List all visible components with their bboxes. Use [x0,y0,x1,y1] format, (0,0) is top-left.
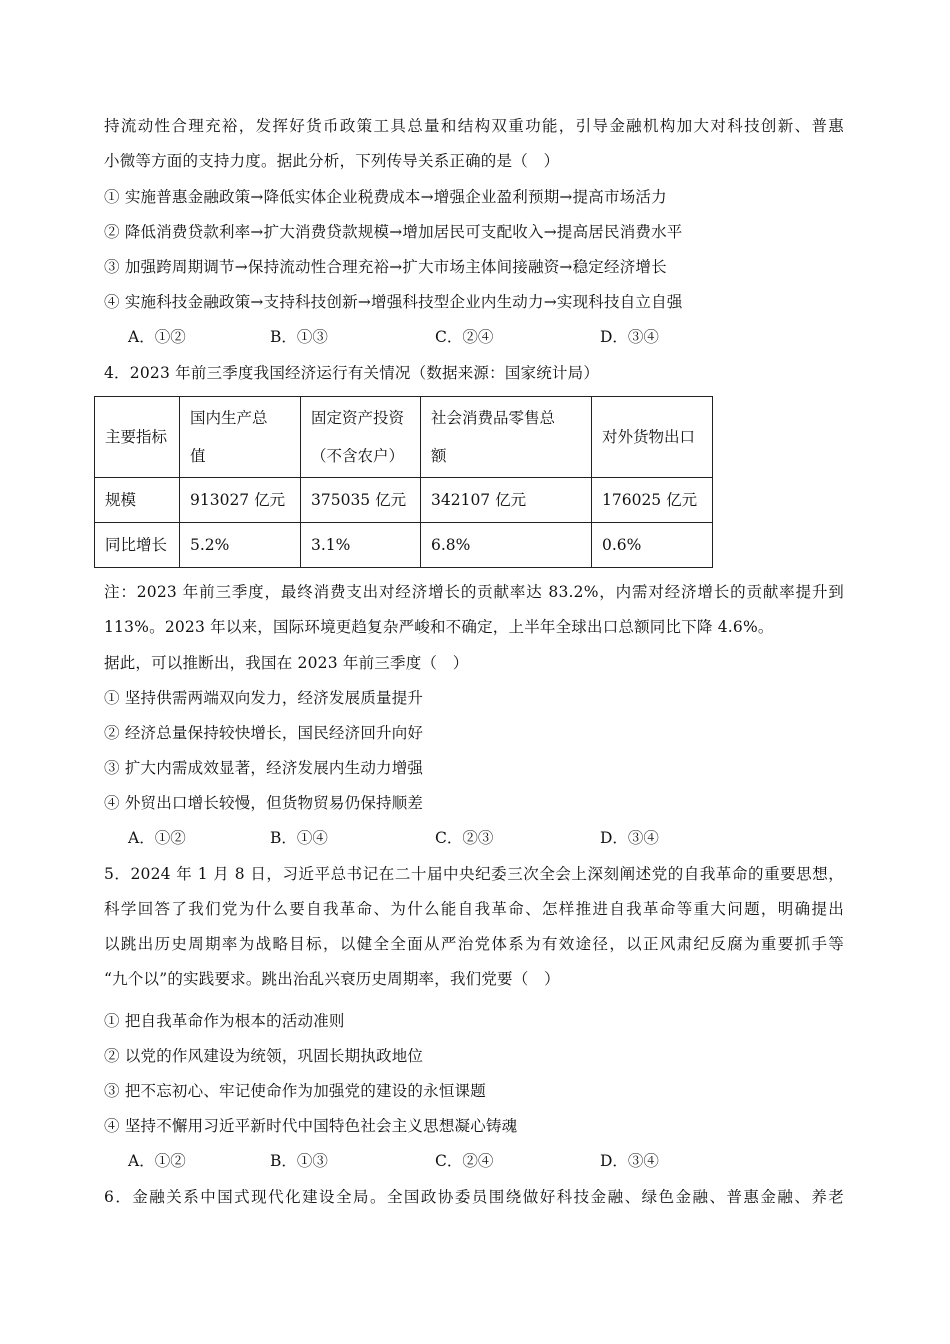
table-cell: 5.2% [180,523,301,568]
q5-stem-line-3: 以跳出历史周期率为战略目标，以健全全面从严治党体系为有效途径，以正风肃纪反腐为重要抓手等 [104,935,844,953]
table-cell: 规模 [95,478,180,523]
q3-stem-line-2: 小微等方面的支持力度。据此分析，下列传导关系正确的是（ ） [104,152,560,170]
q4-item-1: ① 坚持供需两端双向发力，经济发展质量提升 [104,689,424,707]
q4-note-line-2: 113%。2023 年以来，国际环境更趋复杂严峻和不确定，上半年全球出口总额同比下降 4.6%。 [104,618,774,636]
q3-item-3: ③ 加强跨周期调节→保持流动性合理充裕→扩大市场主体间接融资→稳定经济增长 [104,258,667,276]
q5-stem-line-2: 科学回答了我们党为什么要自我革命、为什么能自我革命、怎样推进自我革命等重大问题，明确提出 [104,900,844,918]
q5-option-d[interactable]: D．③④ [600,1152,659,1170]
q5-option-a[interactable]: A．①② [128,1152,186,1170]
q5-option-b[interactable]: B．①③ [270,1152,328,1170]
q4-option-a[interactable]: A．①② [128,829,186,847]
table-header-cell: 固定资产投资 （不含农户） [301,397,421,478]
table-row [95,478,713,523]
q3-option-a[interactable]: A．①② [128,328,186,346]
q3-item-1: ① 实施普惠金融政策→降低实体企业税费成本→增强企业盈利预期→提高市场活力 [104,188,667,206]
table-cell: 0.6% [592,523,713,568]
table-header-row [95,397,713,478]
q3-option-c[interactable]: C．②④ [435,328,494,346]
q5-stem-line-1: 5．2024 年 1 月 8 日，习近平总书记在二十届中央纪委三次全会上深刻阐述党的自我革命的重要思想， [104,865,844,883]
q4-option-b[interactable]: B．①④ [270,829,328,847]
q3-item-2: ② 降低消费贷款利率→扩大消费贷款规模→增加居民可支配收入→提高居民消费水平 [104,223,683,241]
q4-item-3: ③ 扩大内需成效显著，经济发展内生动力增强 [104,759,424,777]
table-header-cell: 对外货物出口 [592,397,713,478]
table-cell: 913027 亿元 [180,478,301,523]
table-cell: 176025 亿元 [592,478,713,523]
table-cell: 同比增长 [95,523,180,568]
q3-stem-line-1: 持流动性合理充裕，发挥好货币政策工具总量和结构双重功能，引导金融机构加大对科技创新、普惠 [104,117,844,135]
q6-stem-line-1: 6．金融关系中国式现代化建设全局。全国政协委员围绕做好科技金融、绿色金融、普惠金融、养老 [104,1188,844,1206]
q4-title: 4．2023 年前三季度我国经济运行有关情况（数据来源：国家统计局） [104,364,600,382]
table-header-cell: 社会消费品零售总 额 [421,397,592,478]
table-cell: 342107 亿元 [421,478,592,523]
q3-option-b[interactable]: B．①③ [270,328,328,346]
q3-option-d[interactable]: D．③④ [600,328,659,346]
table-cell: 6.8% [421,523,592,568]
q4-option-c[interactable]: C．②③ [435,829,494,847]
q5-item-4: ④ 坚持不懈用习近平新时代中国特色社会主义思想凝心铸魂 [104,1117,518,1135]
q4-option-d[interactable]: D．③④ [600,829,659,847]
q5-option-c[interactable]: C．②④ [435,1152,494,1170]
table-cell: 375035 亿元 [301,478,421,523]
q4-item-4: ④ 外贸出口增长较慢，但货物贸易仍保持顺差 [104,794,424,812]
table-row [95,523,713,568]
q5-item-2: ② 以党的作风建设为统领，巩固长期执政地位 [104,1047,424,1065]
q4-note-line-1: 注：2023 年前三季度，最终消费支出对经济增长的贡献率达 83.2%，内需对经济增长的贡献率提升到 [104,583,844,601]
table-cell: 3.1% [301,523,421,568]
q4-stem: 据此，可以推断出，我国在 2023 年前三季度（ ） [104,654,469,672]
table-header-cell: 国内生产总 值 [180,397,301,478]
q4-item-2: ② 经济总量保持较快增长，国民经济回升向好 [104,724,424,742]
q5-item-3: ③ 把不忘初心、牢记使命作为加强党的建设的永恒课题 [104,1082,486,1100]
economy-table [94,396,713,568]
q3-item-4: ④ 实施科技金融政策→支持科技创新→增强科技型企业内生动力→实现科技自立自强 [104,293,683,311]
table-header-cell: 主要指标 [95,397,180,478]
q5-item-1: ① 把自我革命作为根本的活动准则 [104,1012,345,1030]
q5-stem-line-4: “九个以”的实践要求。跳出治乱兴衰历史周期率，我们党要（ ） [104,970,560,988]
